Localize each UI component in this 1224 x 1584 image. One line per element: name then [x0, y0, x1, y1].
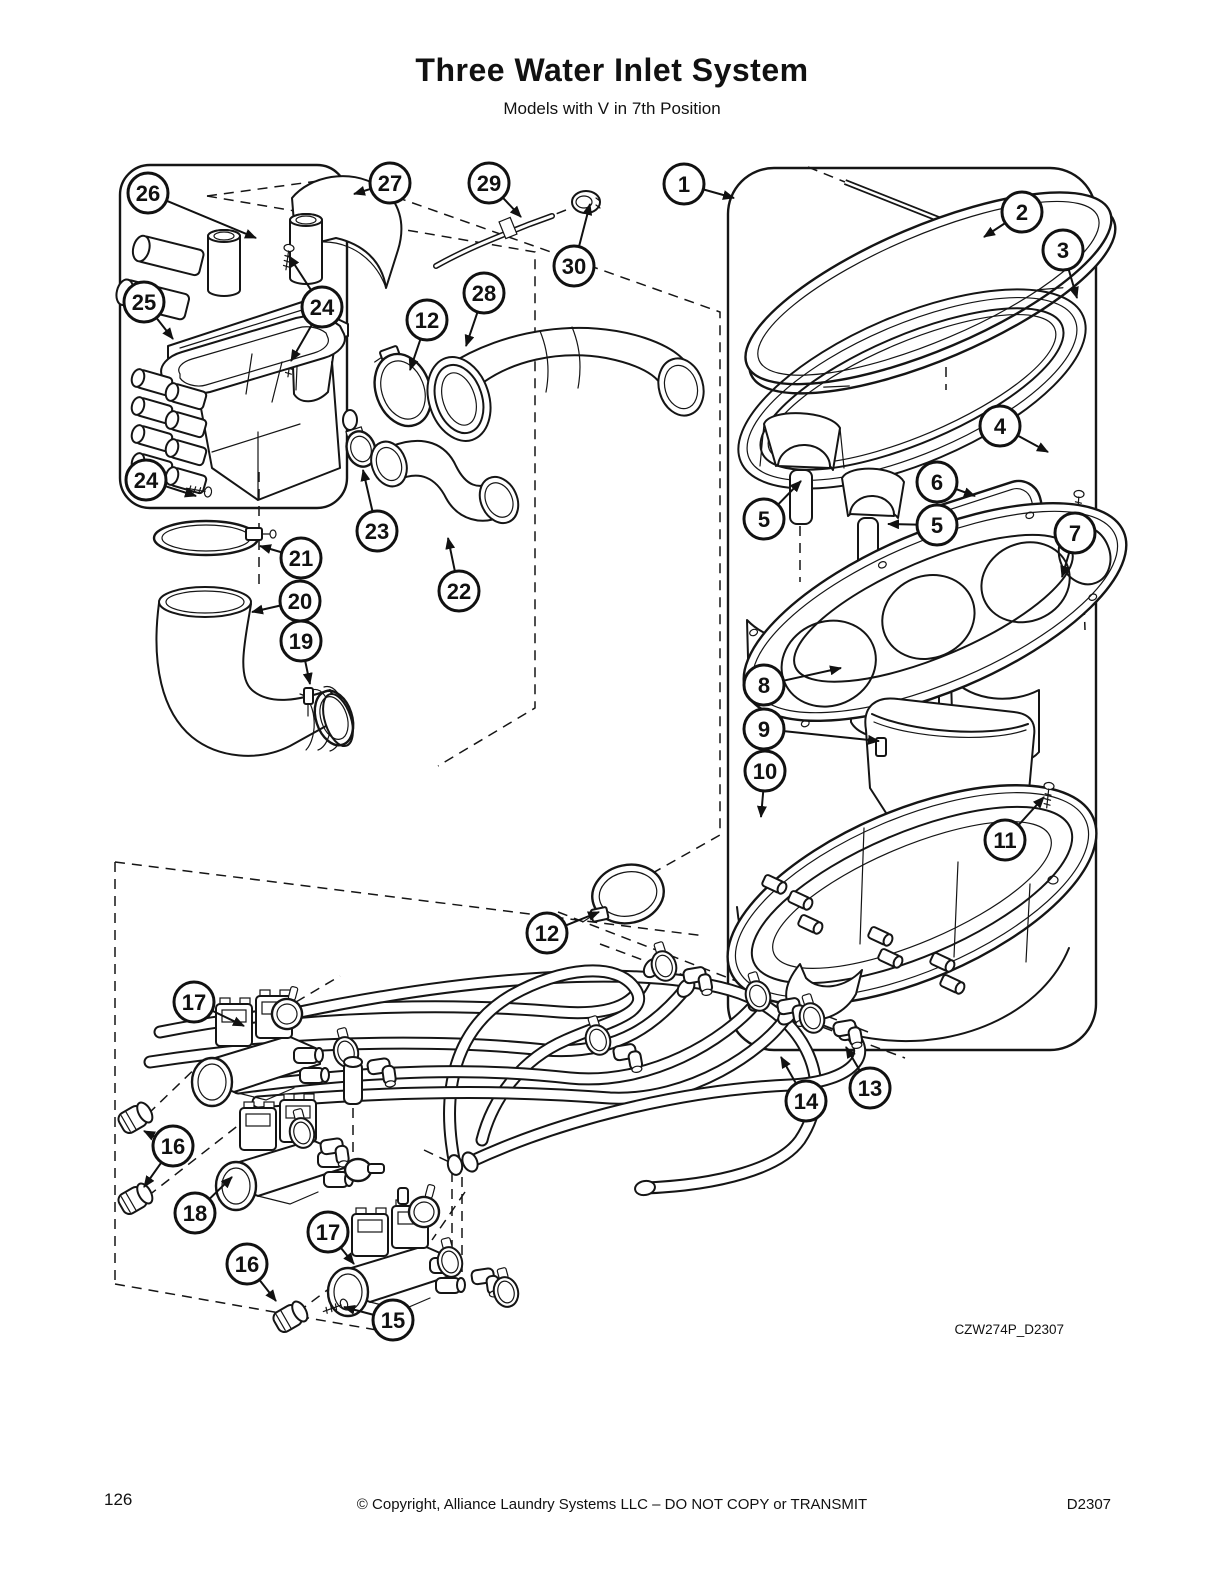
svg-text:29: 29 [476, 170, 502, 196]
callout-20 [252, 581, 320, 621]
svg-text:16: 16 [160, 1133, 186, 1159]
callout-22 [439, 538, 479, 611]
svg-text:12: 12 [534, 920, 560, 946]
svg-text:15: 15 [380, 1307, 406, 1333]
svg-text:17: 17 [181, 989, 207, 1015]
water-inlet-valve-17b [328, 1181, 521, 1316]
callout-4 [980, 406, 1048, 452]
callout-30 [554, 204, 594, 286]
svg-text:23: 23 [364, 518, 390, 544]
svg-text:20: 20 [287, 588, 313, 614]
svg-text:3: 3 [1056, 237, 1070, 263]
svg-text:16: 16 [234, 1251, 260, 1277]
svg-text:2: 2 [1015, 199, 1029, 225]
svg-text:10: 10 [752, 758, 778, 784]
callout-1 [664, 164, 734, 204]
svg-text:9: 9 [757, 716, 771, 742]
svg-text:24: 24 [309, 294, 335, 320]
callout-16 [227, 1244, 276, 1301]
outlet-tube [344, 1062, 362, 1104]
callout-17 [308, 1212, 354, 1264]
svg-text:8: 8 [757, 672, 771, 698]
svg-text:5: 5 [757, 506, 771, 532]
callout-26 [128, 173, 256, 238]
hose-fitting-16a [116, 1100, 156, 1136]
svg-text:6: 6 [930, 469, 944, 495]
pressure-hose-tube [436, 216, 552, 266]
page-subtitle: Models with V in 7th Position [503, 99, 721, 118]
svg-text:1: 1 [677, 171, 691, 197]
svg-text:12: 12 [414, 307, 440, 333]
hose-fitting-16b [116, 1181, 156, 1217]
hose-clamp-small [345, 1159, 384, 1181]
footer-copyright: © Copyright, Alliance Laundry Systems LLC – DO NOT COPY or TRANSMIT [356, 1496, 868, 1513]
callout-19 [281, 621, 321, 684]
svg-text:13: 13 [857, 1075, 883, 1101]
hose-clamp-21 [154, 521, 276, 555]
hose-fitting-16c [271, 1299, 311, 1335]
svg-text:25: 25 [131, 289, 157, 315]
callout-16 [144, 1126, 193, 1187]
svg-text:7: 7 [1068, 520, 1082, 546]
page-title: Three Water Inlet System [415, 52, 809, 88]
elbow-hose-20 [156, 587, 358, 756]
svg-text:18: 18 [182, 1200, 208, 1226]
svg-text:4: 4 [993, 413, 1007, 439]
svg-text:5: 5 [930, 512, 944, 538]
svg-text:22: 22 [446, 578, 472, 604]
svg-text:17: 17 [315, 1219, 341, 1245]
footer-page-number: 126 [104, 1490, 133, 1509]
footer-doc-code: D2307 [1066, 1496, 1111, 1513]
svg-text:30: 30 [561, 253, 587, 279]
svg-text:28: 28 [471, 280, 497, 306]
inlet-hose-28 [417, 327, 710, 449]
callout-21 [260, 538, 321, 578]
svg-text:21: 21 [288, 545, 314, 571]
water-inlet-valve-18 [216, 1094, 384, 1210]
svg-text:11: 11 [993, 827, 1017, 853]
callout-29 [469, 163, 521, 217]
svg-text:14: 14 [793, 1088, 819, 1114]
callout-10 [745, 751, 785, 817]
callout-28 [464, 273, 504, 346]
cap-fitting [572, 191, 600, 213]
svg-text:27: 27 [377, 170, 403, 196]
svg-text:26: 26 [135, 180, 161, 206]
svg-text:19: 19 [288, 628, 314, 654]
svg-text:24: 24 [133, 467, 159, 493]
diagram-code: CZW274P_D2307 [954, 1322, 1064, 1337]
